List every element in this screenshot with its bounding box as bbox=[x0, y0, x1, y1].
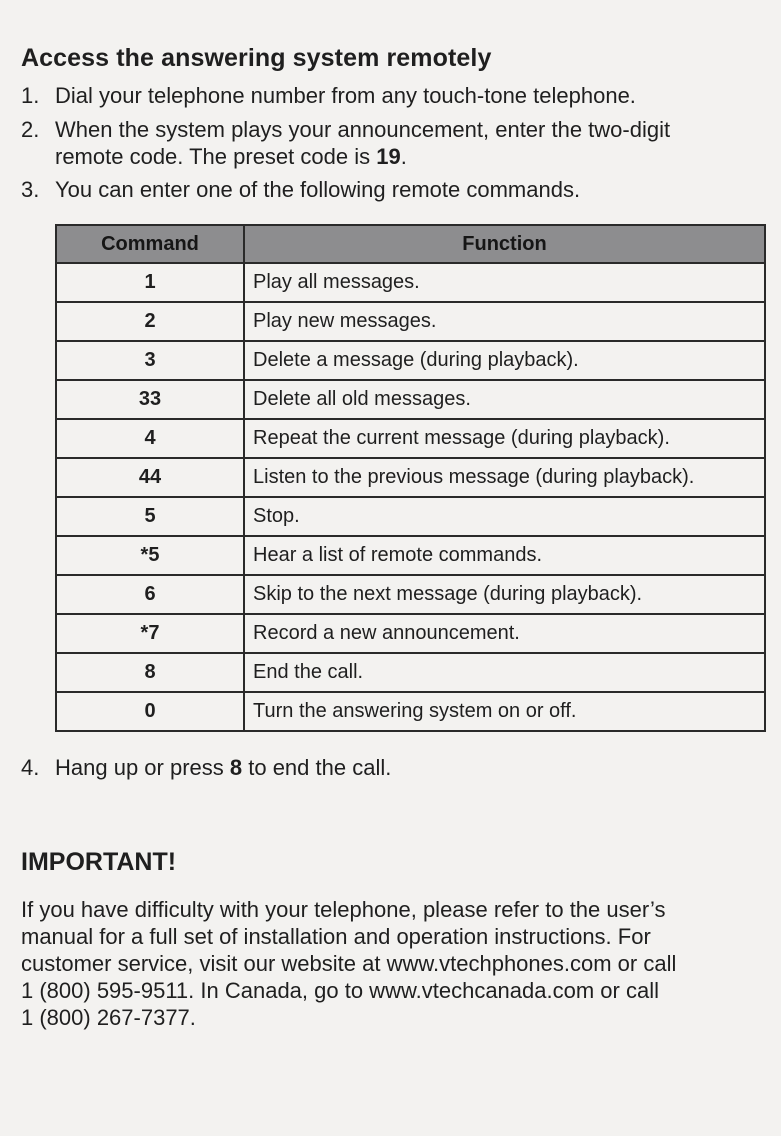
important-heading: IMPORTANT! bbox=[21, 848, 177, 876]
table-row bbox=[56, 653, 765, 692]
step-text bbox=[55, 116, 780, 170]
remote-commands-table bbox=[55, 224, 766, 732]
command-cell: *7 bbox=[56, 614, 244, 653]
command-cell: 3 bbox=[56, 341, 244, 380]
command-cell: 0 bbox=[56, 692, 244, 731]
table-row bbox=[56, 692, 765, 731]
table-row bbox=[56, 341, 765, 380]
column-header-command: Command bbox=[56, 225, 244, 263]
function-cell: Stop. bbox=[244, 497, 765, 536]
section-heading: Access the answering system remotely bbox=[21, 44, 492, 72]
command-cell: 2 bbox=[56, 302, 244, 341]
command-cell: 8 bbox=[56, 653, 244, 692]
table-row bbox=[56, 458, 765, 497]
hang-up-key: 8 bbox=[229, 755, 243, 780]
function-cell: Play new messages. bbox=[244, 302, 765, 341]
function-cell: Delete a message (during playback). bbox=[244, 341, 765, 380]
step-text-line1: When the system plays your announcement, enter the two-digit bbox=[55, 117, 671, 142]
table-header-row bbox=[56, 225, 765, 263]
important-paragraph bbox=[21, 896, 773, 1031]
step-text-post: to end the call. bbox=[242, 755, 392, 780]
command-cell: 5 bbox=[56, 497, 244, 536]
step-text bbox=[55, 754, 780, 781]
command-cell: 1 bbox=[56, 263, 244, 302]
paragraph-line: 1 (800) 267-7377. bbox=[21, 1005, 196, 1030]
function-cell: Play all messages. bbox=[244, 263, 765, 302]
step-number: 1. bbox=[21, 83, 40, 108]
step-number: 4. bbox=[21, 755, 40, 780]
table-row bbox=[56, 614, 765, 653]
step-text-end: . bbox=[400, 144, 407, 169]
table-row bbox=[56, 419, 765, 458]
step-number: 2. bbox=[21, 117, 40, 142]
step-text-pre: Hang up or press bbox=[55, 755, 230, 780]
paragraph-line: If you have difficulty with your telephone, please refer to the user’s bbox=[21, 897, 666, 922]
command-cell: *5 bbox=[56, 536, 244, 575]
command-cell: 33 bbox=[56, 380, 244, 419]
table-row bbox=[56, 536, 765, 575]
command-cell: 6 bbox=[56, 575, 244, 614]
table-row bbox=[56, 497, 765, 536]
step-text-line2: remote code. The preset code is bbox=[55, 144, 377, 169]
function-cell: Delete all old messages. bbox=[244, 380, 765, 419]
paragraph-line: customer service, visit our website at www.vtechphones.com or call bbox=[21, 951, 677, 976]
function-cell: End the call. bbox=[244, 653, 765, 692]
function-cell: Hear a list of remote commands. bbox=[244, 536, 765, 575]
table-row bbox=[56, 263, 765, 302]
function-cell: Record a new announcement. bbox=[244, 614, 765, 653]
step-number: 3. bbox=[21, 177, 40, 202]
step-text: You can enter one of the following remote commands. bbox=[55, 177, 581, 202]
column-header-function: Function bbox=[244, 225, 765, 263]
function-cell: Turn the answering system on or off. bbox=[244, 692, 765, 731]
step-text: Dial your telephone number from any touch-tone telephone. bbox=[55, 83, 636, 108]
table-row bbox=[56, 302, 765, 341]
command-cell: 44 bbox=[56, 458, 244, 497]
paragraph-line: 1 (800) 595-9511. In Canada, go to www.vtechcanada.com or call bbox=[21, 978, 659, 1003]
remote-code: 19 bbox=[376, 144, 401, 169]
table-row bbox=[56, 380, 765, 419]
function-cell: Skip to the next message (during playback). bbox=[244, 575, 765, 614]
command-cell: 4 bbox=[56, 419, 244, 458]
function-cell: Repeat the current message (during playback). bbox=[244, 419, 765, 458]
table-body bbox=[56, 263, 765, 731]
paragraph-line: manual for a full set of installation and operation instructions. For bbox=[21, 924, 651, 949]
table-row bbox=[56, 575, 765, 614]
function-cell: Listen to the previous message (during playback). bbox=[244, 458, 765, 497]
